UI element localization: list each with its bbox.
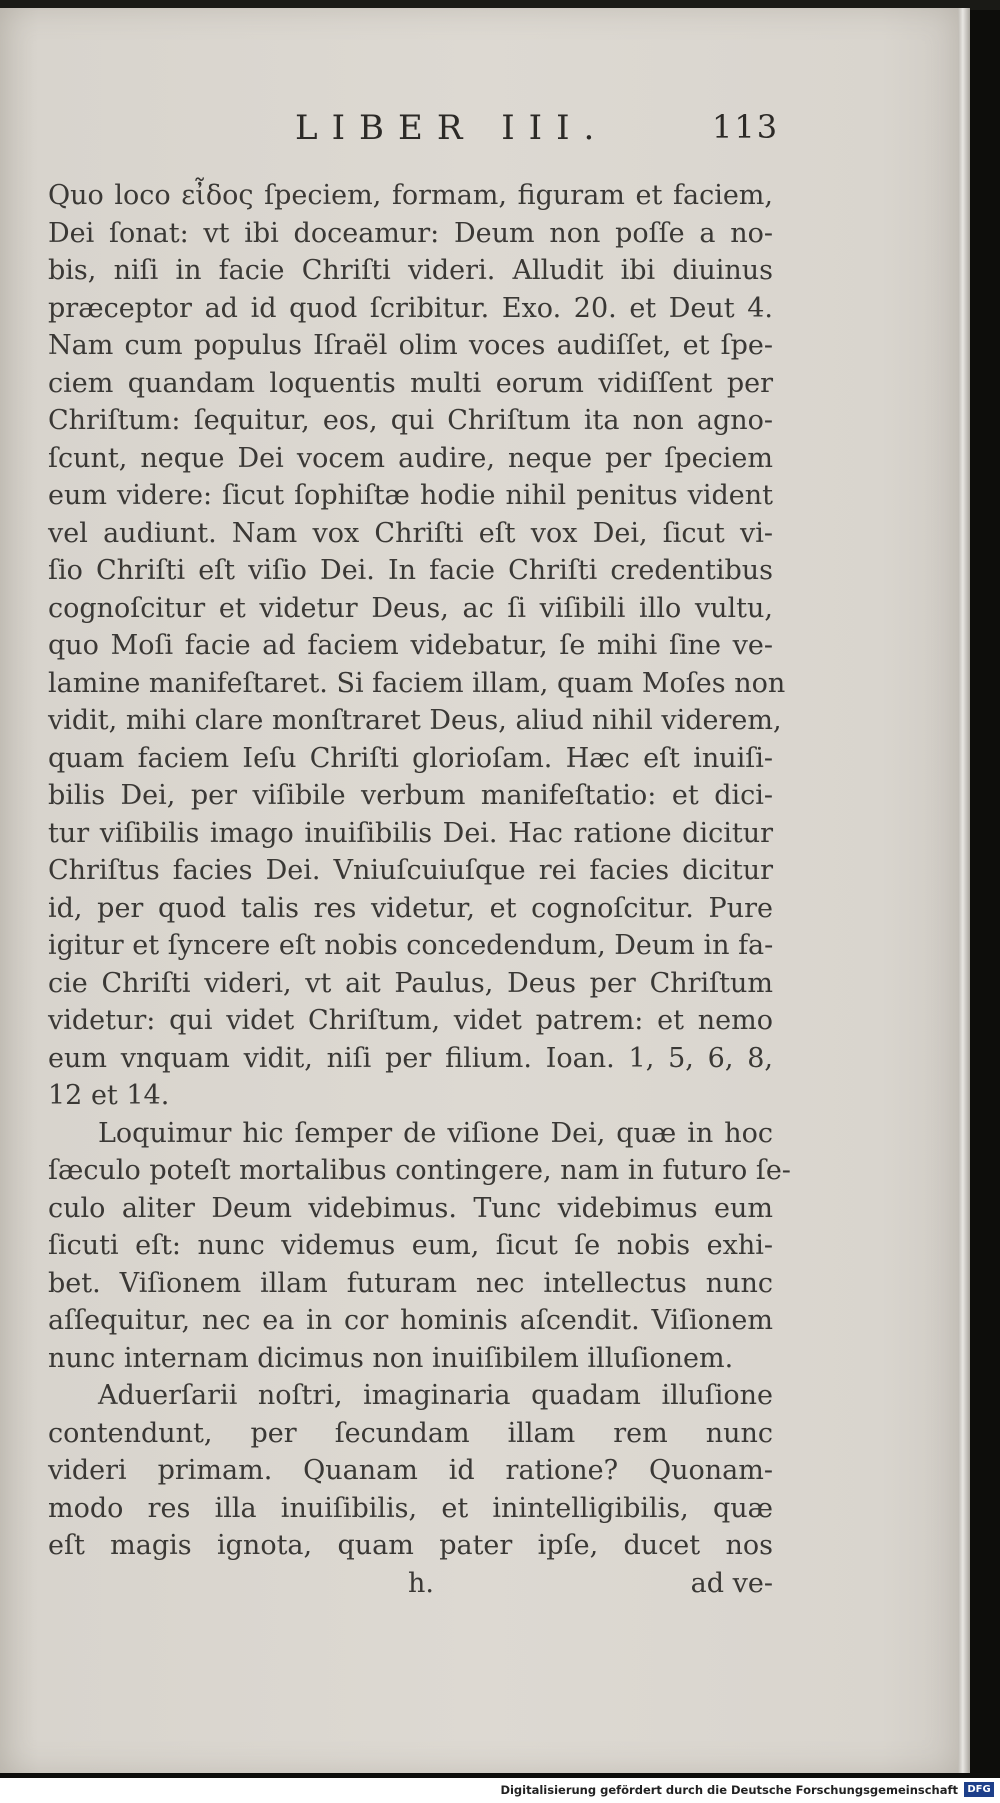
text-line: ſæculo poteſt mortalibus contingere, nam in futuro ſe-	[48, 1155, 791, 1186]
text-line: cie Chriſti videri, vt ait Paulus, Deus per Chriſtum	[48, 967, 773, 999]
text-line: nunc internam dicimus non inuiſibilem illuſionem.	[48, 1342, 734, 1374]
credit-bar	[0, 1778, 1000, 1803]
text-line: bilis Dei, per viſibile verbum manifeſtatio: et dici-	[48, 780, 773, 811]
text-line: cognoſcitur et videtur Deus, ac ſi viſibili illo vultu,	[48, 592, 773, 624]
signature-mark: h.	[408, 1567, 434, 1599]
text-line: Aduerſarii noſtri, imaginaria quadam illuſione	[98, 1380, 773, 1411]
text-line: modo res illa inuiſibilis, et inintelligibilis, quæ	[48, 1492, 773, 1524]
text-line: quam faciem Ieſu Chriſti glorioſam. Hæc eſt inuiſi-	[48, 742, 773, 774]
text-line: eum videre: ſicut ſophiſtæ hodie nihil penitus vident	[48, 480, 773, 511]
signature-line	[48, 1565, 773, 1603]
book-page	[0, 8, 960, 1773]
text-line: quo Moſi facie ad faciem videbatur, ſe mihi ſine ve-	[48, 630, 773, 661]
text-line: Chriſtus facies Dei. Vniuſcuiuſque rei facies dicitur	[48, 855, 773, 886]
text-line: Quo loco εἶδος ſpeciem, formam, figuram et faciem,	[48, 180, 773, 211]
text-line: culo aliter Deum videbimus. Tunc videbimus eum	[48, 1192, 773, 1224]
text-line: eum vnquam vidit, niſi per filium. Ioan. 1, 5, 6, 8,	[48, 1042, 773, 1074]
text-line: Loquimur hic ſemper de viſione Dei, quæ in hoc	[98, 1117, 773, 1149]
text-line: ciem quandam loquentis multi eorum vidiſſent per	[48, 367, 773, 399]
text-line: ſcunt, neque Dei vocem audire, neque per ſpeciem	[48, 442, 773, 474]
text-line: bis, niſi in facie Chriſti videri. Alludit ibi diuinus	[48, 255, 773, 286]
text-line: vidit, mihi clare monſtraret Deus, aliud nihil viderem,	[48, 705, 782, 736]
text-line: bet. Viſionem illam futuram nec intellectus nunc	[48, 1267, 773, 1299]
text-line: ſio Chriſti eſt viſio Dei. In facie Chriſti credentibus	[48, 555, 773, 586]
text-line: lamine manifeſtaret. Si faciem illam, quam Moſes non	[48, 667, 786, 699]
text-line: vel audiunt. Nam vox Chriſti eſt vox Dei, ſicut vi-	[48, 517, 773, 549]
text-line: id, per quod talis res videtur, et cognoſcitur. Pure	[48, 892, 773, 924]
dfg-logo-icon: DFG	[964, 1782, 994, 1797]
credit-text: Digitalisierung gefördert durch die Deutsche Forschungsgemeinschaft	[500, 1783, 958, 1797]
text-line: tur viſibilis imago inuiſibilis Dei. Hac ratione dicitur	[48, 817, 773, 849]
text-line: contendunt, per ſecundam illam rem nunc	[48, 1417, 773, 1449]
catchword: ad ve-	[690, 1567, 773, 1599]
running-head	[0, 108, 958, 152]
text-line: videri primam. Quanam id ratione? Quonam-	[48, 1455, 773, 1486]
page-number: 113	[712, 108, 780, 146]
text-line: eſt magis ignota, quam pater ipſe, ducet nos	[48, 1530, 773, 1561]
text-line: aſſequitur, nec ea in cor hominis aſcendit. Viſionem	[48, 1305, 773, 1336]
text-line: 12 et 14.	[48, 1080, 170, 1111]
body-text	[48, 177, 791, 1602]
text-line: videtur: qui videt Chriſtum, videt patrem: et nemo	[48, 1005, 773, 1036]
text-line: Nam cum populus Iſraël olim voces audiſſet, et ſpe-	[48, 330, 773, 361]
text-line: ſicuti eſt: nunc videmus eum, ſicut ſe nobis exhi-	[48, 1230, 773, 1261]
page-edge	[958, 8, 970, 1773]
running-title: LIBER III.	[295, 108, 609, 148]
text-line: Chriſtum: ſequitur, eos, qui Chriſtum ita non agno-	[48, 405, 773, 436]
text-line: igitur et ſyncere eſt nobis concedendum, Deum in fa-	[48, 930, 774, 961]
text-line: Dei ſonat: vt ibi doceamur: Deum non poſſe a no-	[48, 217, 773, 249]
text-line: præceptor ad id quod ſcribitur. Exo. 20. et Deut 4.	[48, 292, 773, 324]
